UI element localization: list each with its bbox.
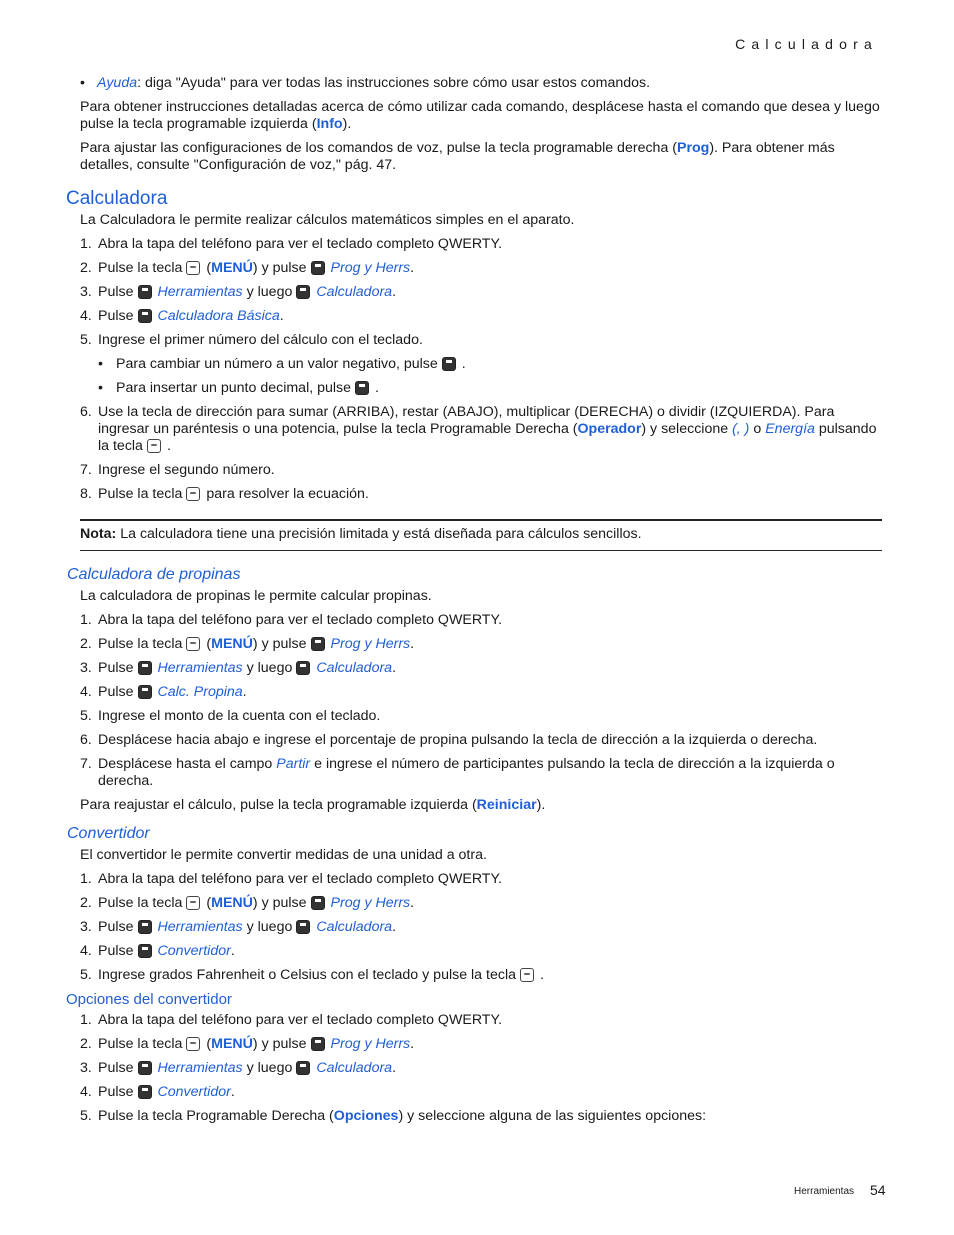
- text: .: [461, 356, 466, 372]
- t-key-icon: [296, 661, 310, 675]
- step-number: 6.: [80, 404, 92, 420]
- step-number: 1.: [80, 236, 92, 252]
- text: ).: [342, 116, 352, 132]
- menu-link: Prog y Herrs: [330, 636, 411, 652]
- step-number: 7.: [80, 462, 92, 478]
- step-text: Pulse la tecla: [98, 486, 183, 502]
- note-box: [80, 519, 882, 551]
- t-key-icon: [138, 920, 152, 934]
- section-description: El convertidor le permite convertir medidas de una unidad a otra.: [80, 847, 487, 863]
- step-text: Use la tecla de dirección para sumar (ARRIBA), restar (ABAJO), multiplicar (DERECHA) o dividir (IZQUIERDA). Para ingresar un paréntesis o una potencia, pulse la tecla Programable Derecha (: [98, 404, 835, 437]
- t-key-icon: [296, 1061, 310, 1075]
- bullet-text: : diga "Ayuda" para ver todas las instrucciones sobre cómo usar estos comandos.: [137, 75, 651, 91]
- step-number: 3.: [80, 1060, 92, 1076]
- list-item: [80, 895, 880, 912]
- u-key-icon: [355, 381, 369, 395]
- step-text: Abra la tapa del teléfono para ver el teclado completo QWERTY.: [98, 236, 503, 252]
- step-text: Desplácese hacia abajo e ingrese el porcentaje de propina pulsando la tecla de dirección a la izquierda o derecha.: [98, 732, 818, 748]
- text: (: [206, 1036, 212, 1052]
- step-number: 2.: [80, 895, 92, 911]
- text: ) y seleccione alguna de las siguientes opciones:: [398, 1108, 707, 1124]
- list-item: [80, 284, 880, 301]
- list-item: [80, 871, 880, 888]
- text: .: [230, 943, 235, 959]
- n-key-icon: [311, 1037, 325, 1051]
- list-item: [80, 636, 880, 653]
- text: (: [206, 636, 212, 652]
- list-item: [80, 660, 880, 677]
- menu-link: Calculadora: [316, 284, 393, 300]
- note-label: Nota:: [80, 526, 117, 542]
- list-item: [80, 732, 880, 749]
- list-item: [80, 1084, 880, 1101]
- note-text: La calculadora tiene una precisión limitada y está diseñada para cálculos sencillos.: [120, 526, 642, 542]
- step-text: Desplácese hasta el campo: [98, 756, 273, 772]
- j-key-icon: [442, 357, 456, 371]
- menu-link: Prog y Herrs: [330, 260, 411, 276]
- text: e ingrese el número de participantes pulsando la tecla de dirección a la izquierda o derecha.: [98, 756, 835, 789]
- step-number: 2.: [80, 636, 92, 652]
- list-item: [98, 380, 880, 397]
- text: .: [166, 438, 171, 454]
- softkey-label: Info: [316, 116, 343, 132]
- page-content: [66, 75, 880, 1132]
- list-item: [80, 236, 880, 253]
- t-key-icon: [138, 661, 152, 675]
- bullet-icon: •: [98, 356, 103, 372]
- list-item: [80, 967, 880, 984]
- text: .: [539, 967, 544, 983]
- step-number: 5.: [80, 1108, 92, 1124]
- text: Para obtener instrucciones detalladas acerca de cómo utilizar cada comando, desplácese hasta el comando que desea y luego pulse la tecla programable izquierda (: [80, 99, 880, 132]
- text: Para insertar un punto decimal, pulse: [116, 380, 352, 396]
- field-name: Partir: [276, 756, 311, 772]
- footer-section: Herramientas: [794, 1186, 855, 1197]
- paragraph: [80, 140, 880, 174]
- step-text: Abra la tapa del teléfono para ver el teclado completo QWERTY.: [98, 871, 503, 887]
- text: para resolver la ecuación.: [206, 486, 369, 502]
- menu-link: Convertidor: [157, 1084, 231, 1100]
- softkey-label: Opciones: [333, 1108, 399, 1124]
- menu-link: Calculadora: [316, 1060, 393, 1076]
- text: ) y pulse: [252, 895, 307, 911]
- step-text: Pulse: [98, 660, 134, 676]
- softkey-label: Operador: [577, 421, 642, 437]
- section-description: La Calculadora le permite realizar cálculos matemáticos simples en el aparato.: [80, 212, 575, 228]
- t-key-icon: [296, 920, 310, 934]
- subsection-heading: Opciones del convertidor: [66, 991, 232, 1008]
- step-number: 3.: [80, 919, 92, 935]
- v-key-icon: [138, 1085, 152, 1099]
- list-item: [80, 684, 880, 701]
- text: .: [392, 660, 397, 676]
- text: Para cambiar un número a un valor negativo, pulse: [116, 356, 438, 372]
- menu-link: Energía: [765, 421, 815, 437]
- softkey-label: Reiniciar: [476, 797, 537, 813]
- step-number: 1.: [80, 1012, 92, 1028]
- t-key-icon: [138, 685, 152, 699]
- text: ).: [536, 797, 546, 813]
- step-number: 7.: [80, 756, 92, 772]
- ok-key-icon: [147, 439, 161, 453]
- list-item: [80, 756, 880, 790]
- text: .: [410, 260, 415, 276]
- step-text: Ingrese el segundo número.: [98, 462, 275, 478]
- t-key-icon: [296, 285, 310, 299]
- text: Para reajustar el cálculo, pulse la tecla programable izquierda (: [80, 797, 477, 813]
- steps-list: [80, 1012, 880, 1125]
- list-item: [80, 1012, 880, 1029]
- step-number: 1.: [80, 871, 92, 887]
- step-text: Pulse: [98, 1060, 134, 1076]
- text: .: [410, 895, 415, 911]
- list-item: [80, 919, 880, 936]
- text: y luego: [246, 284, 293, 300]
- text: .: [410, 1036, 415, 1052]
- bullet-icon: •: [80, 75, 85, 91]
- bullet-icon: •: [98, 380, 103, 396]
- text: .: [230, 1084, 235, 1100]
- step-number: 5.: [80, 332, 92, 348]
- text: o: [753, 421, 762, 437]
- step-text: Pulse: [98, 1084, 134, 1100]
- ok-key-icon: [520, 968, 534, 982]
- text: y luego: [246, 1060, 293, 1076]
- list-item: [98, 356, 880, 373]
- step-number: 4.: [80, 684, 92, 700]
- step-text: Pulse: [98, 684, 134, 700]
- step-number: 5.: [80, 967, 92, 983]
- ayuda-link: Ayuda: [97, 75, 138, 91]
- list-item: [80, 332, 880, 397]
- section-heading: Calculadora: [66, 188, 168, 209]
- step-text: Pulse la tecla: [98, 895, 183, 911]
- text: (: [206, 895, 212, 911]
- step-text: Pulse: [98, 284, 134, 300]
- page-number: 54: [870, 1182, 886, 1198]
- list-item: [80, 708, 880, 725]
- text: .: [392, 284, 397, 300]
- step-text: Pulse: [98, 919, 134, 935]
- list-item: [80, 612, 880, 629]
- ok-key-icon: [186, 1037, 200, 1051]
- step-text: Pulse la tecla: [98, 260, 183, 276]
- t-key-icon: [138, 1061, 152, 1075]
- step-text: Pulse: [98, 308, 134, 324]
- ok-key-icon: [186, 487, 200, 501]
- list-item: [80, 486, 880, 503]
- menu-link: Herramientas: [157, 660, 243, 676]
- step-number: 3.: [80, 660, 92, 676]
- running-header: Calculadora: [735, 36, 878, 52]
- softkey-label: Prog: [677, 140, 710, 156]
- text: y luego: [246, 660, 293, 676]
- step-number: 1.: [80, 612, 92, 628]
- step-number: 4.: [80, 308, 92, 324]
- softkey-label: MENÚ: [211, 260, 253, 276]
- softkey-label: MENÚ: [211, 895, 253, 911]
- text: .: [392, 1060, 397, 1076]
- steps-list: [80, 236, 880, 503]
- menu-link: (, ): [732, 421, 750, 437]
- menu-link: Herramientas: [157, 1060, 243, 1076]
- list-item: [80, 308, 880, 325]
- list-item: [80, 260, 880, 277]
- list-item: [80, 943, 880, 960]
- section-description: La calculadora de propinas le permite calcular propinas.: [80, 588, 432, 604]
- step-number: 2.: [80, 260, 92, 276]
- ok-key-icon: [186, 637, 200, 651]
- paragraph: [80, 797, 880, 814]
- text: y luego: [246, 919, 293, 935]
- v-key-icon: [138, 944, 152, 958]
- text: pulsando la tecla: [98, 421, 877, 454]
- subsection-heading: Calculadora de propinas: [67, 566, 241, 583]
- step-text: Abra la tapa del teléfono para ver el teclado completo QWERTY.: [98, 612, 503, 628]
- step-text: Pulse la tecla: [98, 636, 183, 652]
- softkey-label: MENÚ: [211, 636, 253, 652]
- step-number: 8.: [80, 486, 92, 502]
- text: .: [279, 308, 284, 324]
- n-key-icon: [311, 637, 325, 651]
- step-number: 5.: [80, 708, 92, 724]
- menu-link: Herramientas: [157, 919, 243, 935]
- list-item: [80, 1108, 880, 1125]
- step-text: Ingrese grados Fahrenheit o Celsius con el teclado y pulse la tecla: [98, 967, 516, 983]
- step-text: Pulse: [98, 943, 134, 959]
- step-text: Pulse la tecla Programable Derecha (: [98, 1108, 334, 1124]
- menu-link: Prog y Herrs: [330, 895, 411, 911]
- text: .: [242, 684, 247, 700]
- text: ) y seleccione: [641, 421, 729, 437]
- step-number: 3.: [80, 284, 92, 300]
- menu-link: Herramientas: [157, 284, 243, 300]
- step-number: 4.: [80, 1084, 92, 1100]
- step-number: 6.: [80, 732, 92, 748]
- paragraph: [80, 99, 880, 133]
- subsection-heading: Convertidor: [67, 825, 150, 842]
- text: ) y pulse: [252, 1036, 307, 1052]
- list-item: [80, 1060, 880, 1077]
- t-key-icon: [138, 285, 152, 299]
- text: ) y pulse: [252, 260, 307, 276]
- menu-link: Calc. Propina: [157, 684, 243, 700]
- steps-list: [80, 871, 880, 984]
- list-item: [80, 1036, 880, 1053]
- menu-link: Prog y Herrs: [330, 1036, 411, 1052]
- text: .: [410, 636, 415, 652]
- list-item: [80, 75, 880, 92]
- step-text: Abra la tapa del teléfono para ver el teclado completo QWERTY.: [98, 1012, 503, 1028]
- n-key-icon: [311, 261, 325, 275]
- softkey-label: MENÚ: [211, 1036, 253, 1052]
- steps-list: [80, 612, 880, 790]
- step-text: Ingrese el primer número del cálculo con el teclado.: [98, 332, 423, 348]
- h-key-icon: [138, 309, 152, 323]
- list-item: [80, 404, 880, 455]
- n-key-icon: [311, 896, 325, 910]
- menu-link: Convertidor: [157, 943, 231, 959]
- text: ) y pulse: [252, 636, 307, 652]
- ok-key-icon: [186, 896, 200, 910]
- ok-key-icon: [186, 261, 200, 275]
- sub-list: [98, 356, 880, 397]
- step-text: Pulse la tecla: [98, 1036, 183, 1052]
- text: ). Para obtener más detalles, consulte "Configuración de voz," pág. 47.: [80, 140, 835, 173]
- menu-link: Calculadora: [316, 660, 393, 676]
- text: .: [375, 380, 379, 396]
- list-item: [80, 462, 880, 479]
- step-number: 4.: [80, 943, 92, 959]
- menu-link: Calculadora Básica: [157, 308, 280, 324]
- text: .: [392, 919, 397, 935]
- step-text: Ingrese el monto de la cuenta con el teclado.: [98, 708, 381, 724]
- menu-link: Calculadora: [316, 919, 393, 935]
- text: (: [206, 260, 212, 276]
- step-number: 2.: [80, 1036, 92, 1052]
- text: Para ajustar las configuraciones de los comandos de voz, pulse la tecla programable derecha (: [80, 140, 677, 156]
